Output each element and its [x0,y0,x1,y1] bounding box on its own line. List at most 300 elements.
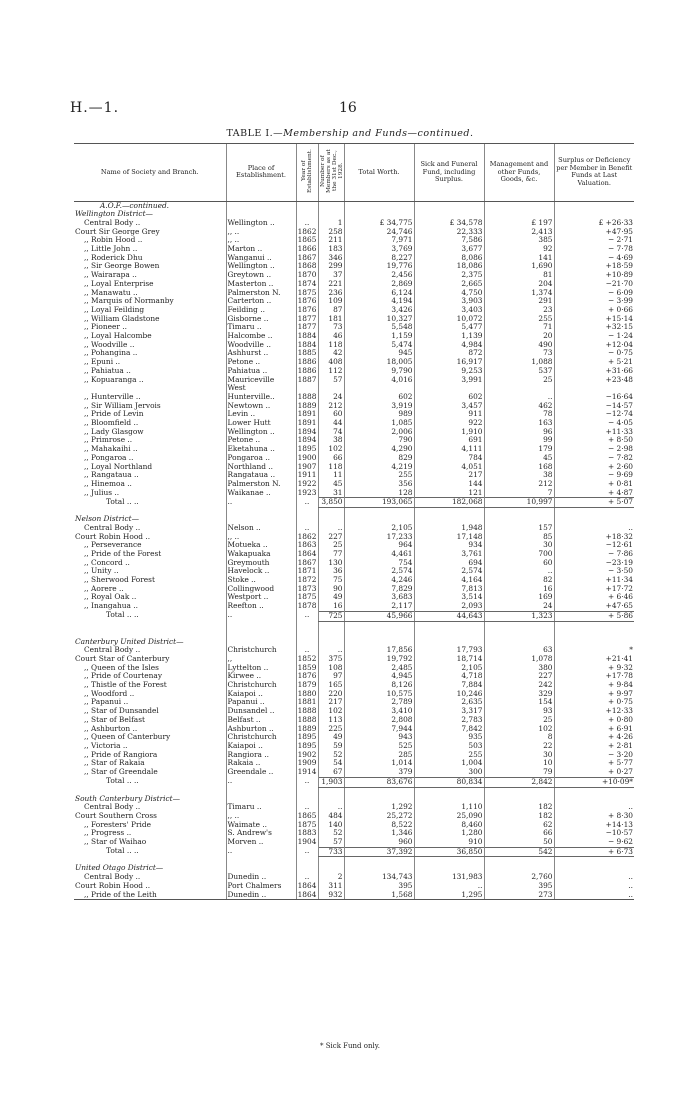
cell-mgmt [484,210,554,219]
cell-surplus [554,864,634,873]
table-row [74,602,634,611]
cell-name: ,, Little John .. [84,245,138,254]
cell-surplus: + 0·75 [554,698,634,707]
cell-mgmt: 169 [484,593,554,602]
cell-year: 1904 [297,838,317,847]
cell-surplus: − 3·20 [554,751,634,760]
cell-sick: 934 [414,541,484,550]
cell-sick: 872 [414,349,484,358]
cell-place: ,, [226,655,296,664]
cell-name: South Canterbury District— [75,794,181,803]
cell-total: 45,966 [344,611,414,621]
cell-year [296,201,318,210]
cell-mgmt: 8 [484,733,554,742]
cell-year: 1868 [297,262,317,271]
cell-surplus: + 0·81 [554,480,634,489]
cell-sick: 2,665 [414,280,484,289]
cell-year: 1914 [297,768,317,777]
table-row [74,593,634,602]
cell-members: 52 [318,751,344,760]
cell-year [296,508,318,516]
col-header-name: Name of Society and Branch. [74,144,226,202]
cell-sick: 4,164 [414,576,484,585]
cell-mgmt: 380 [484,664,554,673]
cell-sick [414,515,484,524]
cell-mgmt: 63 [484,646,554,655]
table-row [74,410,634,419]
cell-name: ,, Progress .. [84,829,132,838]
cell-place: West [226,384,296,393]
cell-total: 964 [344,541,414,550]
cell-place: Timaru .. [226,803,296,812]
cell-members: .. [318,524,344,533]
cell-mgmt: 25 [484,376,554,385]
table-row [74,524,634,533]
cell-total: 2,574 [344,567,414,576]
table-row [74,228,634,237]
cell-mgmt: 227 [484,672,554,681]
cell-year: 1875 [297,820,317,829]
table-row [74,829,634,838]
cell-surplus: .. [554,882,634,891]
page-number: 16 [339,100,357,116]
table-row [74,664,634,673]
cell-name: Court Southern Cross [75,811,157,820]
col-header-members [318,144,344,202]
cell-mgmt: 1,088 [484,358,554,367]
cell-name: ,, Loyal Enterprise [84,279,154,288]
cell-name: ,, Inangahua .. [84,602,139,611]
cell-year: 1894 [297,436,317,445]
cell-sick: 3,761 [414,550,484,559]
cell-surplus: −12·74 [554,410,634,419]
cell-year [296,621,318,638]
cell-members: 299 [318,262,344,271]
cell-total [344,857,414,865]
cell-sick: 1,280 [414,829,484,838]
cell-surplus: − 7·82 [554,454,634,463]
cell-members: 25 [318,541,344,550]
cell-mgmt: 38 [484,471,554,480]
cell-total: 7,971 [344,236,414,245]
table-row [74,733,634,742]
cell-total: 25,272 [344,812,414,821]
cell-mgmt: 163 [484,419,554,428]
table-row [74,201,634,210]
cell-year: 1875 [297,288,317,297]
cell-name: ,, Julius .. [84,488,120,497]
table-row [74,236,634,245]
cell-name: ,, Sherwood Forest [84,576,155,585]
cell-mgmt: 212 [484,480,554,489]
cell-sick: 3,991 [414,376,484,385]
cell-place: ,, .. [226,533,296,542]
table-row [74,454,634,463]
cell-total: 128 [344,489,414,498]
cell-name [74,384,226,393]
cell-mgmt [484,787,554,795]
cell-name: ,, Bloomfield .. [84,419,139,428]
cell-year: 1864 [297,881,317,890]
cell-members [318,795,344,804]
cell-sick [414,384,484,393]
cell-year: 1891 [297,419,317,428]
cell-surplus [554,210,634,219]
cell-place: Stoke .. [226,576,296,585]
cell-surplus: − 1·24 [554,332,634,341]
cell-members: 24 [318,393,344,402]
table-row [74,489,634,498]
cell-place: Waimate .. [226,821,296,830]
report-code: H.—1. [70,100,120,116]
table-row [74,638,634,647]
cell-members: 130 [318,559,344,568]
cell-place: Levin .. [226,410,296,419]
table-row [74,498,634,508]
cell-surplus [554,515,634,524]
table-row [74,698,634,707]
cell-place: Wellington .. [226,262,296,271]
cell-year: 1895 [297,733,317,742]
cell-surplus: + 9·84 [554,681,634,690]
cell-mgmt [484,515,554,524]
cell-year: 1864 [297,549,317,558]
cell-sick: 17,148 [414,533,484,542]
cell-total: 2,006 [344,428,414,437]
cell-total: 960 [344,838,414,847]
cell-members: 733 [318,847,344,857]
table-row [74,376,634,385]
cell-members: 211 [318,236,344,245]
cell-name [74,857,226,865]
cell-members [318,201,344,210]
table-row [74,508,634,516]
cell-sick [414,787,484,795]
col-header-total: Total Worth. [344,144,414,202]
cell-name: ,, Woodville .. [84,340,135,349]
table-row [74,725,634,734]
cell-members: 16 [318,602,344,611]
cell-name: Central Body .. [84,873,141,882]
table-row [74,821,634,830]
cell-mgmt: 22 [484,742,554,751]
cell-year: .. [296,847,318,857]
cell-mgmt: 16 [484,585,554,594]
cell-members [318,621,344,638]
cell-sick: 2,783 [414,716,484,725]
cell-members: .. [318,803,344,812]
cell-surplus: +12·04 [554,341,634,350]
cell-members: 73 [318,323,344,332]
cell-place: S. Andrew's [226,829,296,838]
cell-year: 1876 [297,305,317,314]
cell-sick: 911 [414,410,484,419]
table-row [74,787,634,795]
cell-mgmt: 102 [484,725,554,734]
cell-year: 1884 [297,340,317,349]
cell-place: Northland .. [226,463,296,472]
cell-place: Greymouth [226,559,296,568]
cell-place: ,, .. [226,812,296,821]
cell-year [296,384,318,393]
cell-total: 10,575 [344,690,414,699]
table-row [74,332,634,341]
cell-name: ,, Star of Waihao [84,838,147,847]
cell-mgmt: 329 [484,690,554,699]
cell-year: 1900 [297,453,317,462]
cell-name: ,, Star of Rakaia [84,759,145,768]
cell-total: 754 [344,559,414,568]
cell-year: 1889 [297,724,317,733]
cell-name: Central Body .. [84,218,141,227]
cell-members: 112 [318,367,344,376]
cell-sick: 2,093 [414,602,484,611]
cell-members [318,857,344,865]
cell-total [344,787,414,795]
cell-members: 932 [318,891,344,900]
cell-surplus: +11·34 [554,576,634,585]
cell-year: 1884 [297,332,317,341]
cell-total: 3,683 [344,593,414,602]
cell-name: ,, Marquis of Normanby [84,297,174,306]
cell-mgmt: 2,413 [484,228,554,237]
cell-total: 4,219 [344,463,414,472]
cell-total: 6,124 [344,289,414,298]
cell-year [296,638,318,647]
cell-name: Court Robin Hood .. [75,532,151,541]
cell-place [226,857,296,865]
cell-year: 1864 [297,890,317,899]
cell-year: .. [296,803,318,812]
cell-place: Kirwee .. [226,672,296,681]
cell-year [296,210,318,219]
cell-sick: 182,068 [414,498,484,508]
cell-place [226,787,296,795]
cell-place: Kaiapoi .. [226,690,296,699]
cell-surplus: .. [554,803,634,812]
cell-mgmt: 462 [484,402,554,411]
cell-place: Lyttelton .. [226,664,296,673]
cell-name: Court Sir George Grey [75,227,160,236]
cell-members: 183 [318,245,344,254]
cell-year: 1872 [297,576,317,585]
cell-members: 67 [318,768,344,777]
cell-year [296,857,318,865]
cell-year: 1867 [297,253,317,262]
cell-year: .. [296,611,318,621]
cell-surplus: −14·57 [554,402,634,411]
cell-surplus: + 5·07 [554,498,634,508]
membership-table [74,143,634,900]
cell-place: Christchurch [226,681,296,690]
cell-mgmt: 385 [484,236,554,245]
cell-sick: 7,884 [414,681,484,690]
cell-name: ,, Unity .. [84,567,119,576]
cell-place: Havelock .. [226,567,296,576]
cell-surplus: − 4·69 [554,254,634,263]
cell-surplus: −23·19 [554,559,634,568]
cell-year: 1862 [297,227,317,236]
cell-sick: 2,635 [414,698,484,707]
cell-place: Dunedin .. [226,873,296,882]
cell-surplus: + 4·87 [554,489,634,498]
cell-mgmt: 30 [484,751,554,760]
cell-name: Central Body .. [84,523,141,532]
cell-year: 1862 [297,532,317,541]
cell-place: Hunterville.. [226,393,296,402]
cell-sick: 3,903 [414,297,484,306]
cell-year: .. [296,219,318,228]
cell-year: 1887 [297,375,317,384]
cell-name: ,, Aorere .. [84,584,124,593]
cell-name: Total .. .. [106,777,139,786]
table-row [74,768,634,777]
cell-place: Rakaia .. [226,759,296,768]
cell-mgmt: 93 [484,707,554,716]
cell-year: 1886 [297,358,317,367]
cell-mgmt: 50 [484,838,554,847]
table-row [74,847,634,857]
cell-total: 2,808 [344,716,414,725]
cell-total: 17,233 [344,533,414,542]
cell-place: Rangataua .. [226,471,296,480]
cell-name: ,, Royal Oak .. [84,593,137,602]
cell-year: 1902 [297,750,317,759]
cell-name: ,, Primrose .. [84,436,133,445]
cell-members: 181 [318,315,344,324]
cell-sick: 9,253 [414,367,484,376]
cell-total: 2,869 [344,280,414,289]
cell-mgmt: 23 [484,306,554,315]
cell-sick [414,857,484,865]
cell-mgmt: 99 [484,436,554,445]
table-row [74,742,634,751]
table-row [74,681,634,690]
cell-surplus: + 9·97 [554,690,634,699]
cell-place [226,515,296,524]
table-row [74,550,634,559]
cell-mgmt: 1,078 [484,655,554,664]
cell-mgmt: 25 [484,716,554,725]
cell-surplus: +12·33 [554,707,634,716]
cell-name: ,, Pride of Levin [84,410,144,419]
cell-total: 1,014 [344,759,414,768]
cell-total: 3,410 [344,707,414,716]
cell-surplus: +31·66 [554,367,634,376]
cell-members: 3,850 [318,498,344,508]
cell-year: 1888 [297,707,317,716]
cell-mgmt: 1,690 [484,262,554,271]
col-header-year-text: Year of Establishment. [301,149,313,193]
cell-place: Dunedin .. [226,891,296,900]
cell-name: ,, Pride of the Leith [74,891,226,900]
cell-place: Palmerston N. [226,480,296,489]
cell-place [226,621,296,638]
table-row [74,289,634,298]
cell-total: 8,522 [344,821,414,830]
cell-members: 90 [318,585,344,594]
cell-sick: 7,842 [414,725,484,734]
cell-total: 7,829 [344,585,414,594]
cell-name: ,, Robin Hood .. [84,236,143,245]
cell-name: ,, Queen of Canterbury [84,733,171,742]
table-row [74,280,634,289]
cell-year: 1909 [297,759,317,768]
cell-total: 379 [344,768,414,777]
cell-total: 790 [344,436,414,445]
cell-name: United Otago District— [75,864,164,873]
cell-members: 36 [318,567,344,576]
cell-place: Feilding .. [226,306,296,315]
cell-total [344,201,414,210]
cell-name: ,, Sir George Bowen [84,262,160,271]
cell-surplus: −12·61 [554,541,634,550]
cell-total: 19,776 [344,262,414,271]
cell-members [318,787,344,795]
cell-mgmt: 24 [484,602,554,611]
cell-mgmt: 157 [484,524,554,533]
table-row [74,803,634,812]
table-row [74,873,634,882]
table-row [74,891,634,900]
table-row [74,463,634,472]
cell-members: 54 [318,759,344,768]
cell-place: Kaiapoi .. [226,742,296,751]
table-row [74,367,634,376]
cell-name: ,, Hunterville .. [84,392,141,401]
cell-name: A.O.F.—continued. [100,201,170,210]
cell-place: Ashhurst .. [226,349,296,358]
cell-place: Palmerston N. [226,289,296,298]
cell-total: 285 [344,751,414,760]
cell-year: 1889 [297,401,317,410]
cell-total [344,864,414,873]
cell-members: 102 [318,445,344,454]
cell-name [74,508,226,516]
cell-mgmt: 490 [484,341,554,350]
cell-sick: 2,105 [414,664,484,673]
cell-surplus: +15·14 [554,315,634,324]
cell-sick: 4,984 [414,341,484,350]
cell-place: Dunsandel .. [226,707,296,716]
table-row [74,297,634,306]
cell-total [344,508,414,516]
cell-members [318,515,344,524]
cell-sick: 1,004 [414,759,484,768]
table-row [74,777,634,787]
col-header-place: Place of Establishment. [226,144,296,202]
cell-surplus: − 3·50 [554,567,634,576]
cell-sick [414,795,484,804]
cell-name: ,, Queen of the Isles [84,663,159,672]
cell-mgmt: 82 [484,576,554,585]
cell-sick: 691 [414,436,484,445]
cell-place: Motueka .. [226,541,296,550]
cell-name: ,, Loyal Feilding [84,305,145,314]
cell-members: 38 [318,436,344,445]
cell-surplus: + 5·86 [554,611,634,621]
cell-place: Mauriceville [226,376,296,385]
cell-place [226,508,296,516]
cell-surplus [554,621,634,638]
cell-place: Masterton .. [226,280,296,289]
cell-place: Reefton .. [226,602,296,611]
cell-year: 1871 [297,567,317,576]
cell-members: 11 [318,471,344,480]
cell-year: 1865 [297,236,317,245]
cell-name: ,, Papanui .. [84,698,129,707]
cell-members: 44 [318,419,344,428]
